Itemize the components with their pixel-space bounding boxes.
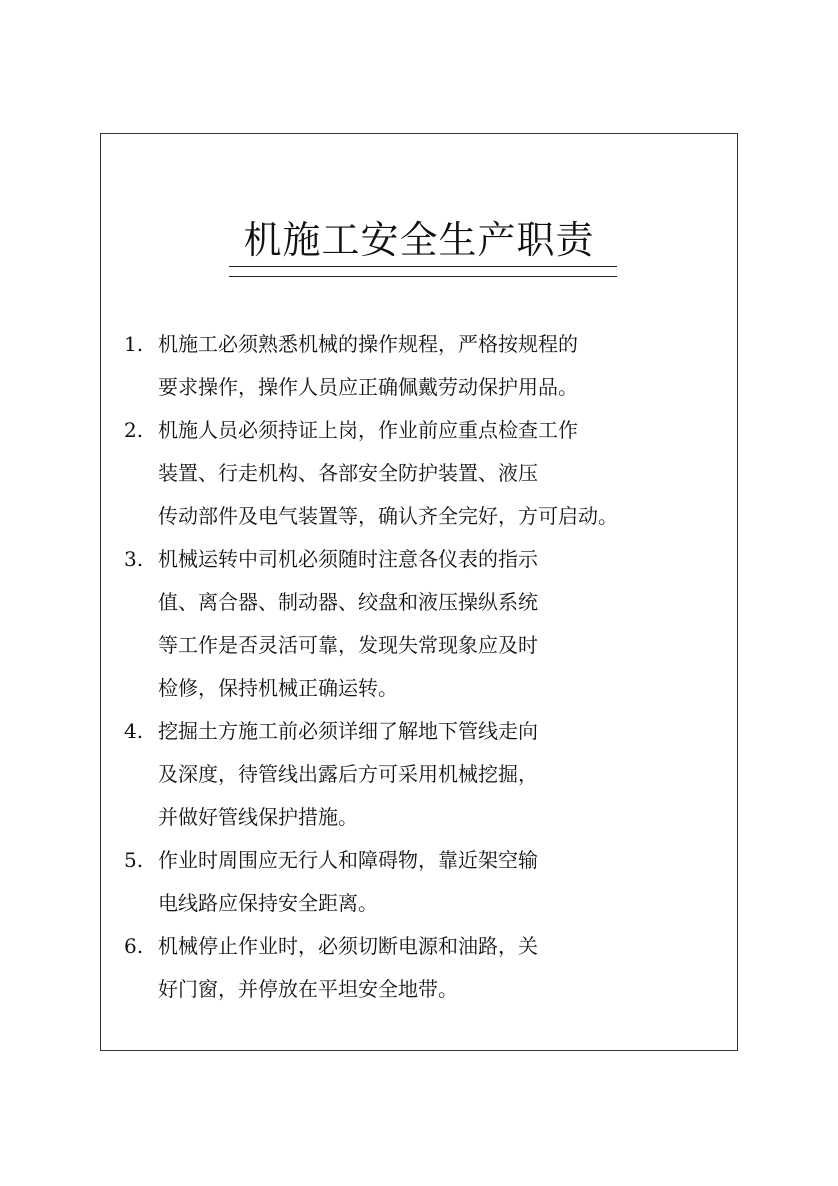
item-text-line: 要求操作，操作人员应正确佩戴劳动保护用品。 [158, 375, 578, 399]
item-text-line: 电线路应保持安全距离。 [158, 891, 378, 915]
title-underline-top [229, 266, 617, 267]
item-number: 4. [124, 719, 144, 743]
document-title: 机施工安全生产职责 [243, 218, 595, 262]
duty-item-2 [124, 409, 724, 538]
item-text-line: 机施工必须熟悉机械的操作规程，严格按规程的 [158, 332, 578, 356]
item-text-line: 传动部件及电气装置等，确认齐全完好，方可启动。 [158, 504, 618, 528]
item-number: 5. [124, 848, 144, 872]
item-text-line: 检修，保持机械正确运转。 [158, 676, 398, 700]
item-number: 1. [124, 332, 144, 356]
duty-item-6 [124, 925, 724, 1011]
item-text-line: 机械停止作业时，必须切断电源和油路，关 [158, 934, 538, 958]
duty-item-4 [124, 710, 724, 839]
duty-item-5 [124, 839, 724, 925]
item-text-line: 值、离合器、制动器、绞盘和液压操纵系统 [158, 590, 538, 614]
item-text-line: 等工作是否灵活可靠，发现失常现象应及时 [158, 633, 538, 657]
item-text-line: 装置、行走机构、各部安全防护装置、液压 [158, 461, 538, 485]
item-text-line: 及深度，待管线出露后方可采用机械挖掘， [158, 762, 538, 786]
duty-item-3 [124, 538, 724, 710]
item-text-line: 机施人员必须持证上岗，作业前应重点检查工作 [158, 418, 578, 442]
duty-list [124, 323, 724, 1011]
item-number: 3. [124, 547, 144, 571]
duty-item-1 [124, 323, 724, 409]
item-number: 2. [124, 418, 144, 442]
item-number: 6. [124, 934, 144, 958]
item-text-line: 作业时周围应无行人和障碍物，靠近架空输 [158, 848, 538, 872]
item-text-line: 好门窗，并停放在平坦安全地带。 [158, 977, 458, 1001]
title-underline-bottom [229, 276, 617, 277]
item-text-line: 并做好管线保护措施。 [158, 805, 358, 829]
item-text-line: 机械运转中司机必须随时注意各仪表的指示 [158, 547, 538, 571]
item-text-line: 挖掘土方施工前必须详细了解地下管线走向 [158, 719, 538, 743]
